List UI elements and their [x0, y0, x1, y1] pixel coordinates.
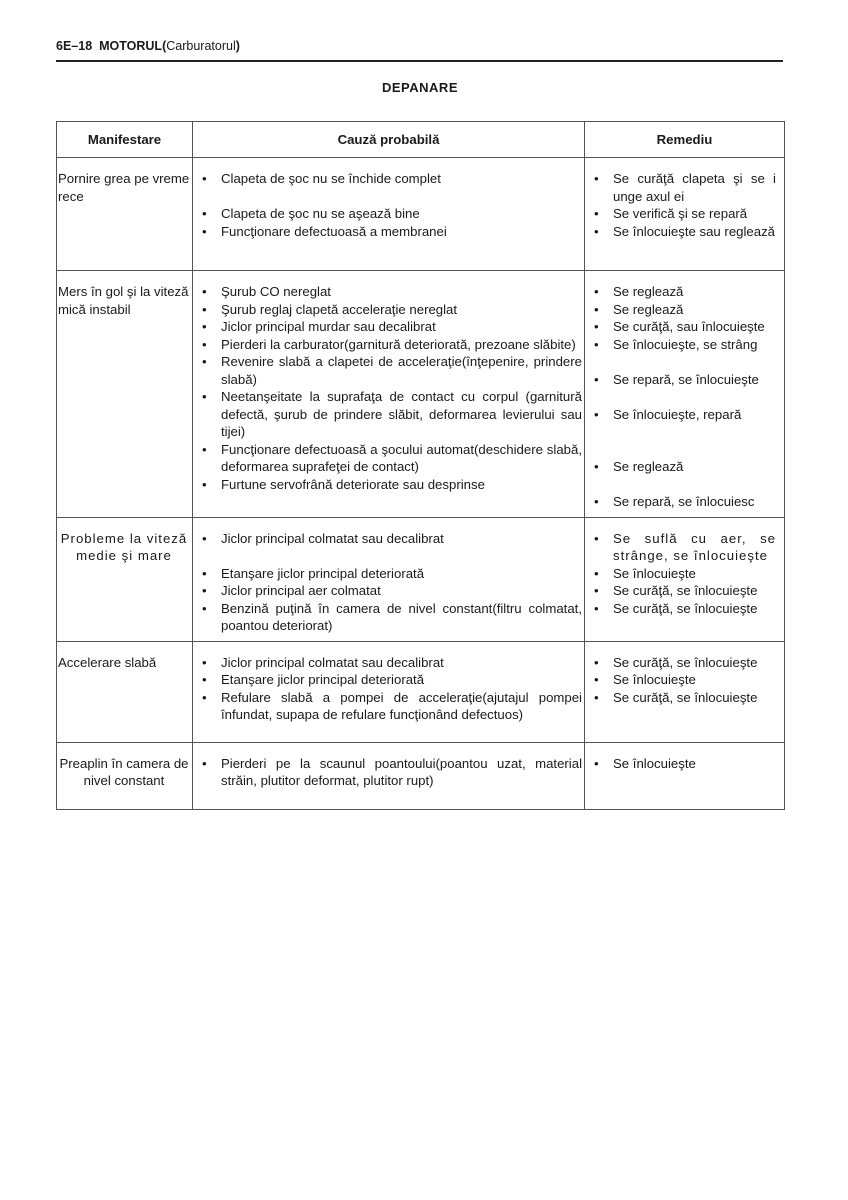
cause-item: • Jiclor principal murdar sau decalibrat — [199, 318, 582, 336]
remedy-cell — [585, 641, 785, 742]
column-header-remedy: Remediu — [585, 122, 785, 158]
table-row — [57, 517, 785, 641]
remedy-item: • Se înlocuieşte — [591, 565, 776, 583]
table-row — [57, 271, 785, 518]
remedy-item: • Se reglează — [591, 283, 776, 301]
cause-item: • Funcţionare defectuoasă a şocului automat(deschidere slabă, deformarea suprafeţei de contact) — [199, 441, 582, 476]
remedy-item: • Se repară, se înlocuieşte — [591, 371, 776, 389]
cause-cell — [193, 517, 585, 641]
cause-cell — [193, 271, 585, 518]
symptom-cell: Accelerare slabă — [57, 641, 193, 742]
cause-cell — [193, 158, 585, 271]
remedy-item: • Se curăţă, sau înlocuieşte — [591, 318, 776, 336]
cause-cell — [193, 641, 585, 742]
remedy-item: • Se înlocuieşte sau reglează — [591, 223, 776, 241]
remedy-item: • Se verifică şi se repară — [591, 205, 776, 223]
cause-item: • Şurub CO nereglat — [199, 283, 582, 301]
remedy-item: • Se curăţă, se înlocuieşte — [591, 689, 776, 707]
symptom-cell: Probleme la viteză medie şi mare — [57, 517, 193, 641]
cause-item: • Clapeta de şoc nu se aşează bine — [199, 205, 582, 223]
table-header-row — [57, 122, 785, 158]
table-row — [57, 742, 785, 809]
column-header-cause: Cauză probabilă — [193, 122, 585, 158]
cause-item: • Neetanşeitate la suprafaţa de contact cu corpul (garnitură defectă, şurub de prindere slăbit, deformarea levierului sau tijei) — [199, 388, 582, 441]
remedy-item: • Se curăţă, se înlocuieşte — [591, 654, 776, 672]
cause-item: • Jiclor principal colmatat sau decalibrat — [199, 530, 582, 548]
troubleshooting-table — [56, 121, 785, 810]
remedy-item: • Se curăţă, se înlocuieşte — [591, 600, 776, 618]
remedy-cell — [585, 517, 785, 641]
symptom-cell: Pornire grea pe vreme rece — [57, 158, 193, 271]
cause-item: • Etanşare jiclor principal deteriorată — [199, 671, 582, 689]
remedy-item: • Se reglează — [591, 301, 776, 319]
cause-item: • Şurub reglaj clapetă acceleraţie nereglat — [199, 301, 582, 319]
remedy-item: • Se repară, se înlocuiesc — [591, 493, 776, 511]
section-title: Carburatorul — [166, 39, 236, 53]
cause-item: • Clapeta de şoc nu se închide complet — [199, 170, 582, 188]
cause-item: • Furtune servofrână deteriorate sau desprinse — [199, 476, 582, 494]
remedy-item: • Se înlocuieşte, repară — [591, 406, 776, 424]
column-header-symptom: Manifestare — [57, 122, 193, 158]
cause-item: • Etanşare jiclor principal deteriorată — [199, 565, 582, 583]
cause-item: • Jiclor principal colmatat sau decalibrat — [199, 654, 582, 672]
paren-close: ) — [235, 39, 240, 53]
remedy-item: • Se înlocuieşte, se strâng — [591, 336, 776, 354]
page-code: 6E–18 — [56, 39, 93, 53]
symptom-cell: Mers în gol şi la viteză mică instabil — [57, 271, 193, 518]
cause-item: • Refulare slabă a pompei de acceleraţie(ajutajul pompei înfundat, supapa de refulare funcţionând defectuos) — [199, 689, 582, 724]
cause-item: • Funcţionare defectuoasă a membranei — [199, 223, 582, 241]
cause-item: • Jiclor principal aer colmatat — [199, 582, 582, 600]
header-rule — [56, 60, 783, 62]
cause-item: • Benzină puţină în camera de nivel constant(filtru colmatat, poantou deteriorat) — [199, 600, 582, 635]
symptom-cell: Preaplin în camera de nivel constant — [57, 742, 193, 809]
cause-cell — [193, 742, 585, 809]
remedy-item: • Se reglează — [591, 458, 776, 476]
cause-item: • Pierderi pe la scaunul poantoului(poantou uzat, material străin, plutitor deformat, plutitor rupt) — [199, 755, 582, 790]
chapter-title: MOTORUL — [99, 39, 163, 53]
remedy-cell — [585, 742, 785, 809]
remedy-item: • Se curăţă clapeta şi se i unge axul ei — [591, 170, 776, 205]
cause-item: • Revenire slabă a clapetei de acceleraţie(înţepenire, prindere slabă) — [199, 353, 582, 388]
remedy-cell — [585, 158, 785, 271]
doc-title: DEPANARE — [382, 80, 458, 95]
page-header — [56, 38, 783, 60]
remedy-item: • Se înlocuieşte — [591, 671, 776, 689]
remedy-item: • Se curăţă, se înlocuieşte — [591, 582, 776, 600]
cause-item: • Pierderi la carburator(garnitură deteriorată, prezoane slăbite) — [199, 336, 582, 354]
remedy-item: • Se suflă cu aer, se strânge, se înlocuieşte — [591, 530, 776, 565]
table-row — [57, 641, 785, 742]
remedy-item: • Se înlocuieşte — [591, 755, 776, 773]
paren-open: ( — [162, 39, 167, 53]
remedy-cell — [585, 271, 785, 518]
table-row — [57, 158, 785, 271]
